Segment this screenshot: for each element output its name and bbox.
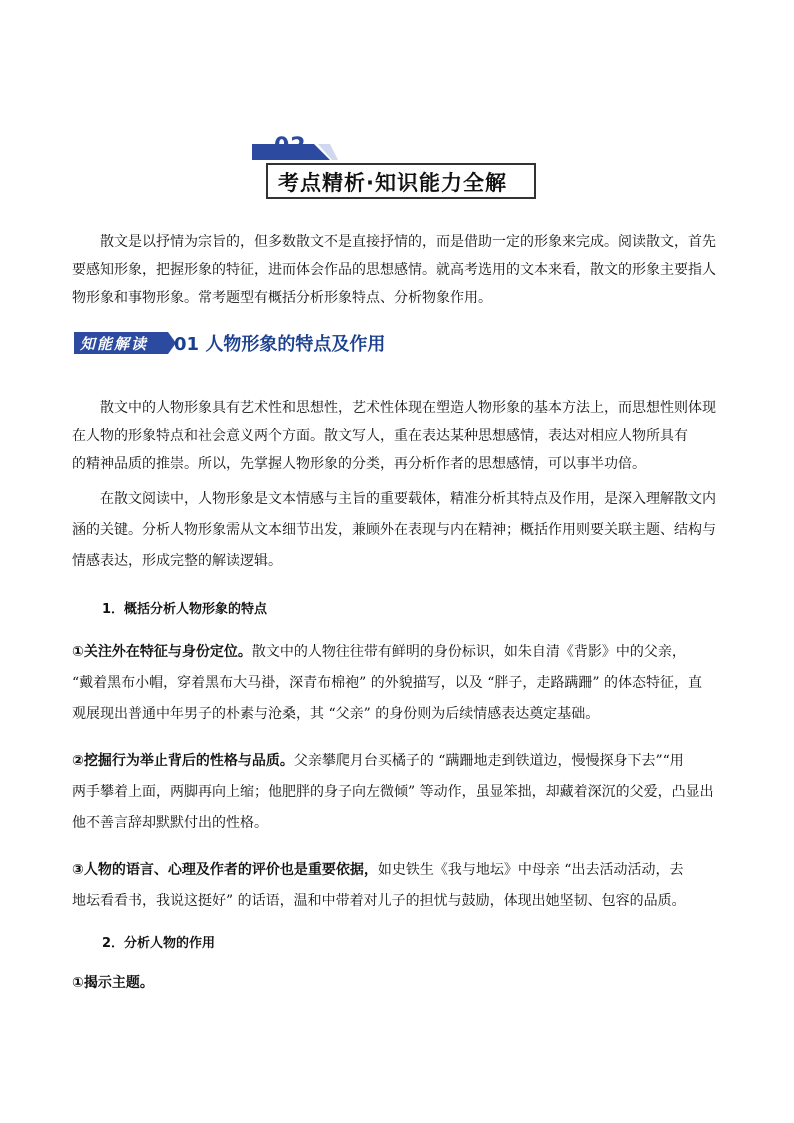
point-1-title: 1．概括分析人物形象的特点 bbox=[102, 602, 268, 617]
point-2-title: 2．分析人物的作用 bbox=[102, 936, 216, 951]
item2-line-1 bbox=[72, 746, 742, 777]
para1-line-3: 的精神品质的推崇。所以，先掌握人物形象的分类，再分析作者的思想感情，可以事半功倍。 bbox=[72, 456, 646, 472]
item1-lead: ①关注外在特征与身份定位。 bbox=[72, 644, 252, 660]
item2-lead: ②挖掘行为举止背后的性格与品质。 bbox=[72, 753, 294, 769]
banner-number: 02 bbox=[274, 134, 307, 159]
item1-text-1: 散文中的人物往往带有鲜明的身份标识，如朱自清《背影》中的父亲， bbox=[251, 644, 686, 660]
intro-line-3: 物形象和事物形象。常考题型有概括分析形象特点、分析物象作用。 bbox=[72, 290, 492, 306]
para1-line-1: 散文中的人物形象具有艺术性和思想性，艺术性体现在塑造人物形象的基本方法上，而思想性则体现 bbox=[100, 400, 716, 416]
intro-line-2: 要感知形象，把握形象的特征，进而体会作品的思想感情。就高考选用的文本来看，散文的形象主要指人 bbox=[72, 262, 716, 278]
item2-text-1: 父亲攀爬月台买橘子的 “蹒跚地走到铁道边，慢慢探身下去”“用 bbox=[293, 753, 684, 769]
section-title: 01 人物形象的特点及作用 bbox=[174, 334, 386, 355]
section-heading bbox=[74, 330, 474, 358]
banner-title: 考点精析·知识能力全解 bbox=[278, 171, 507, 195]
intro-line-1: 散文是以抒情为宗旨的，但多数散文不是直接抒情的，而是借助一定的形象来完成。阅读散文，首先 bbox=[100, 234, 716, 250]
section-tag bbox=[74, 332, 168, 354]
para2-line-1: 在散文阅读中，人物形象是文本情感与主旨的重要载体，精准分析其特点及作用，是深入理解散文内 bbox=[100, 491, 716, 507]
para2-line-3: 情感表达，形成完整的解读逻辑。 bbox=[72, 553, 282, 569]
item2-line-2: 两手攀着上面，两脚再向上缩；他肥胖的身子向左微倾” 等动作，虽显笨拙，却藏着深沉的父爱，凸显出 bbox=[72, 784, 714, 800]
item3-line-2: 地坛看看书，我说这挺好” 的话语，温和中带着对儿子的担忧与鼓励，体现出她坚韧、包容的品质。 bbox=[72, 893, 686, 909]
item3-line-1 bbox=[72, 855, 742, 886]
banner-title-box bbox=[266, 163, 536, 199]
item3-text-1: 如史铁生《我与地坛》中母亲 “出去活动活动，去 bbox=[377, 862, 684, 878]
para1-line-2: 在人物的形象特点和社会意义两个方面。散文写人，重在表达某种思想感情，表达对相应人物所具有 bbox=[72, 428, 688, 444]
item4-lead: ①揭示主题。 bbox=[72, 975, 154, 991]
section-tag-label: 知能解读 bbox=[80, 335, 149, 353]
item3-lead: ③人物的语言、心理及作者的评价也是重要依据， bbox=[72, 862, 378, 878]
para2-line-2: 涵的关键。分析人物形象需从文本细节出发，兼顾外在表现与内在精神；概括作用则要关联主题、结构与 bbox=[72, 522, 716, 538]
item1-line-3: 观展现出普通中年男子的朴素与沧桑，其 “父亲” 的身份则为后续情感表达奠定基础。 bbox=[72, 706, 600, 722]
item2-line-3: 他不善言辞却默默付出的性格。 bbox=[72, 815, 268, 831]
item1-line-2: “戴着黑布小帽，穿着黑布大马褂，深青布棉袍” 的外貌描写，以及 “胖子，走路蹒跚” 的体态特征，直 bbox=[72, 675, 702, 691]
section-banner bbox=[252, 130, 534, 200]
item1-line-1 bbox=[72, 637, 742, 668]
